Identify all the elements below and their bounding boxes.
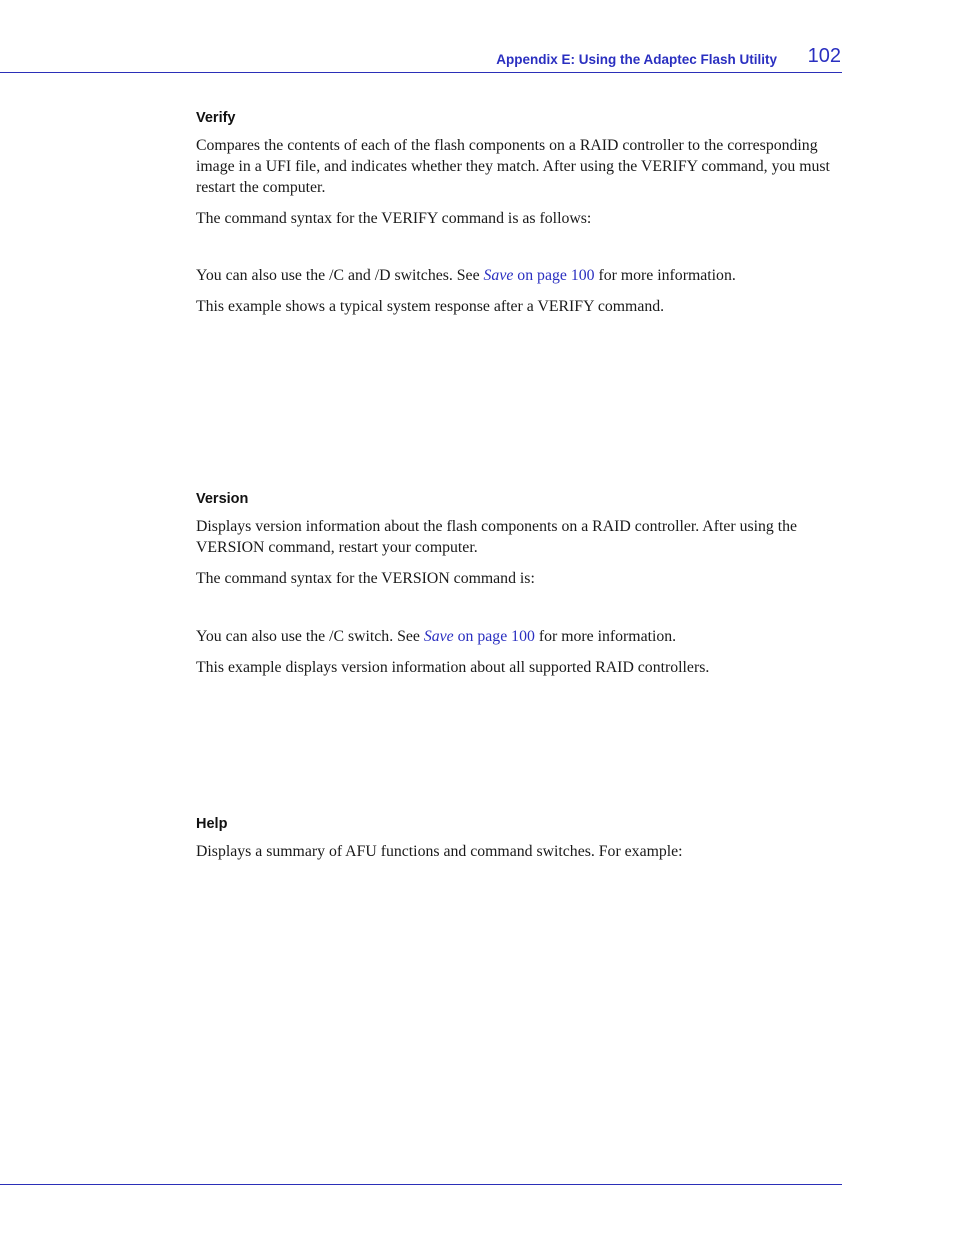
help-description: Displays a summary of AFU functions and command switches. For example: xyxy=(196,843,683,860)
verify-syntax-intro: The command syntax for the VERIFY command is as follows: xyxy=(196,210,592,227)
footer-divider xyxy=(0,1184,842,1185)
verify-example-intro: This example shows a typical system response after a VERIFY command. xyxy=(196,298,665,315)
version-section-continued xyxy=(196,626,841,688)
version-description: Displays version information about the flash components on a RAID controller. After using the VERSION command, restart your computer. xyxy=(196,518,798,556)
help-heading: Help xyxy=(196,816,228,832)
version-syntax-intro: The command syntax for the VERSION command is: xyxy=(196,570,535,587)
page-number: 102 xyxy=(807,45,841,67)
help-section xyxy=(196,815,841,872)
verify-description: Compares the contents of each of the flash components on a RAID controller to the corresponding image in a UFI file, and indicates whether they match. After using the VERIFY command, you must restart the computer. xyxy=(196,137,830,196)
page-header xyxy=(0,0,842,73)
verify-switches-note: You can also use the /C and /D switches. See Save on page 100 for more information. xyxy=(196,267,736,284)
version-section xyxy=(196,490,841,599)
save-cross-reference-link[interactable]: Save on page 100 xyxy=(483,267,595,284)
version-switches-note: You can also use the /C switch. See Save on page 100 for more information. xyxy=(196,628,677,645)
save-cross-reference-link[interactable]: Save on page 100 xyxy=(423,628,535,645)
version-example-intro: This example displays version information about all supported RAID controllers. xyxy=(196,659,710,676)
chapter-title: Appendix E: Using the Adaptec Flash Utility xyxy=(496,52,777,67)
verify-section-continued xyxy=(196,265,841,327)
verify-heading: Verify xyxy=(196,110,236,126)
verify-section xyxy=(196,109,841,239)
version-heading: Version xyxy=(196,491,249,507)
